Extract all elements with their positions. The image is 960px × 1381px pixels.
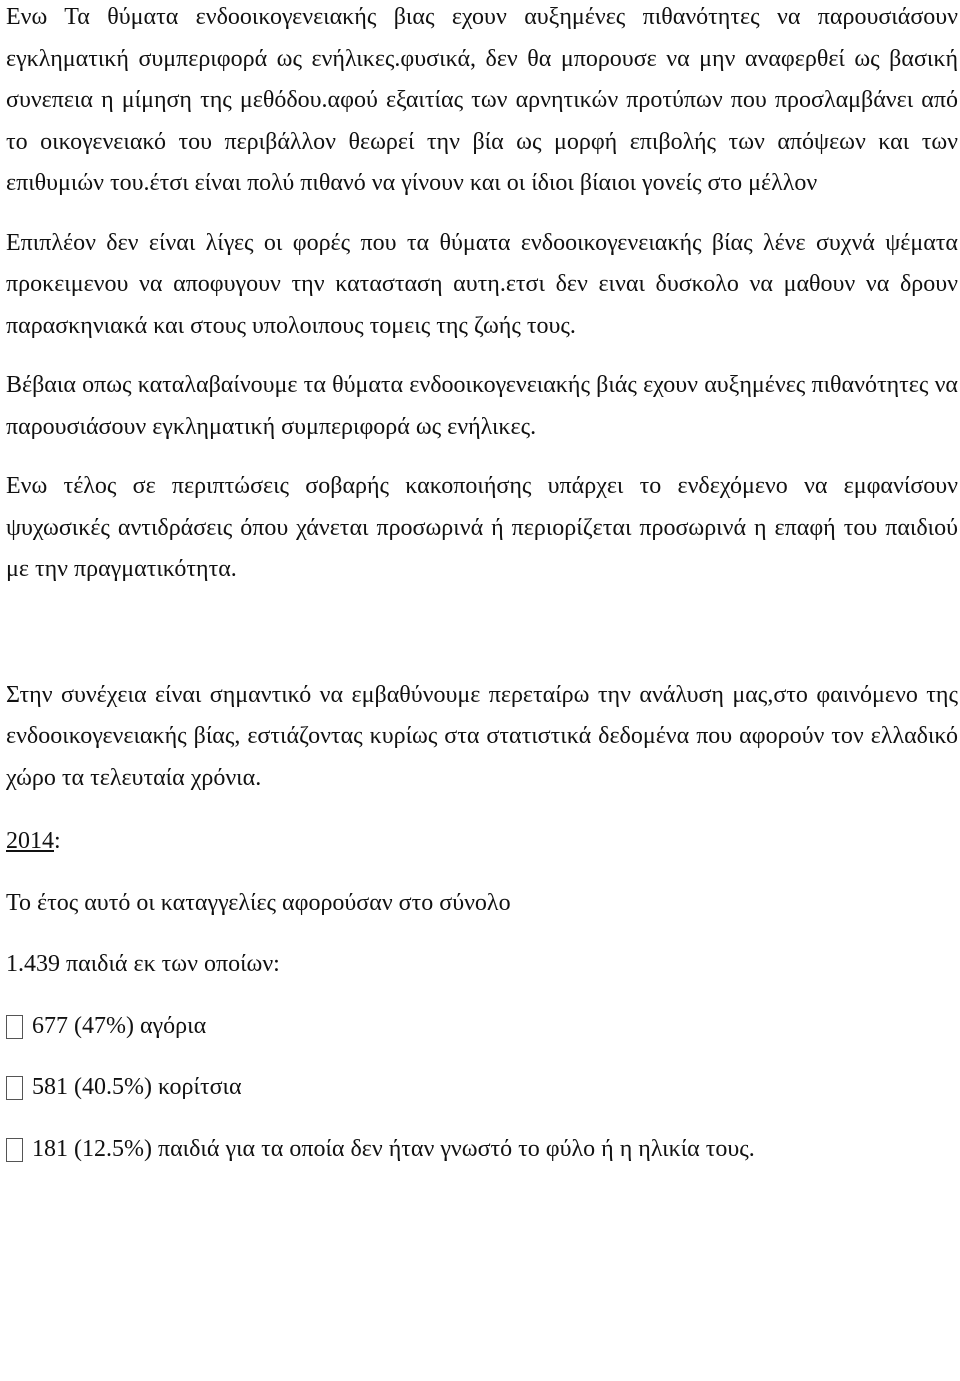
document-page [6, 0, 958, 1170]
list-item-text: 181 (12.5%) παιδιά για τα οποία δεν ήταν γνωστό το φύλο ή η ηλικία τους. [32, 1135, 755, 1162]
stats-intro: Το έτος αυτό οι καταγγελίες αφορούσαν στο σύνολο [6, 889, 511, 916]
paragraph-2: Επιπλέον δεν είναι λίγες οι φορές που τα θύματα ενδοοικογενειακής βίας λένε συχνά ψέματα προκειμενου να αποφυγουν την κατασταση αυτη.ετσι δεν ειναι δυσκολο να μαθουν να δρουν παρασκηνιακά και στους υπολοιπους τομεις της ζωής τους. [6, 229, 958, 339]
box-icon [6, 1138, 23, 1162]
list-item [6, 1129, 958, 1171]
list-item [6, 1067, 958, 1109]
paragraph-4: Ενω τέλος σε περιπτώσεις σοβαρής κακοποιήσης υπάρχει το ενδεχόμενο να εμφανίσουν ψυχωσικές αντιδράσεις όπου χάνεται προσωρινά ή περιορίζεται προσωρινά η επαφή του παιδιού με την πραγματικότητα. [6, 473, 958, 582]
year-heading-suffix: : [54, 828, 61, 854]
list-item-text: 581 (40.5%) κορίτσια [32, 1074, 242, 1100]
paragraph-1: Ενω Τα θύματα ενδοοικογενειακής βιας εχουν αυξημένες πιθανότητες να παρουσιάσουν εγκληματική συμπεριφορά ως ενήλικες.φυσικά, δεν θα μπορουσε να μην αναφερθεί ως βασική συνεπεια η μίμηση της μεθόδου.αφού εξαιτίας των αρνητικών προτύπων που προσλαμβάνει από το οικογενειακό του περιβάλλον θεωρεί την βία ως μορφή επιβολής των απόψεων και των επιθυμιών του.έτσι είναι πολύ πιθανό να γίνουν και οι ίδιοι βίαιοι γονείς στο μέλλον [6, 4, 958, 196]
stats-total: 1.439 παιδιά εκ των οποίων: [6, 951, 280, 977]
paragraph-5: Στην συνέχεια είναι σημαντικό να εμβαθύνουμε περεταίρω την ανάλυση μας,στο φαινόμενο της ενδοοικογενειακής βίας, εστιάζοντας κυρίως στα στατιστικά δεδομένα που αφορούν τον ελλαδικό χώρο τα τελευταία χρόνια. [6, 681, 958, 791]
list-item [6, 1006, 958, 1048]
list-item-text: 677 (47%) αγόρια [32, 1012, 207, 1039]
box-icon [6, 1076, 23, 1100]
paragraph-3: Βέβαια οπως καταλαβαίνουμε τα θύματα ενδοοικογενειακής βιάς εχουν αυξημένες πιθανότητες να παρουσιάσουν εγκληματική συμπεριφορά ως ενήλικες. [6, 372, 958, 440]
year-heading [6, 821, 958, 863]
year-heading-label: 2014 [6, 828, 54, 854]
box-icon [6, 1015, 23, 1039]
